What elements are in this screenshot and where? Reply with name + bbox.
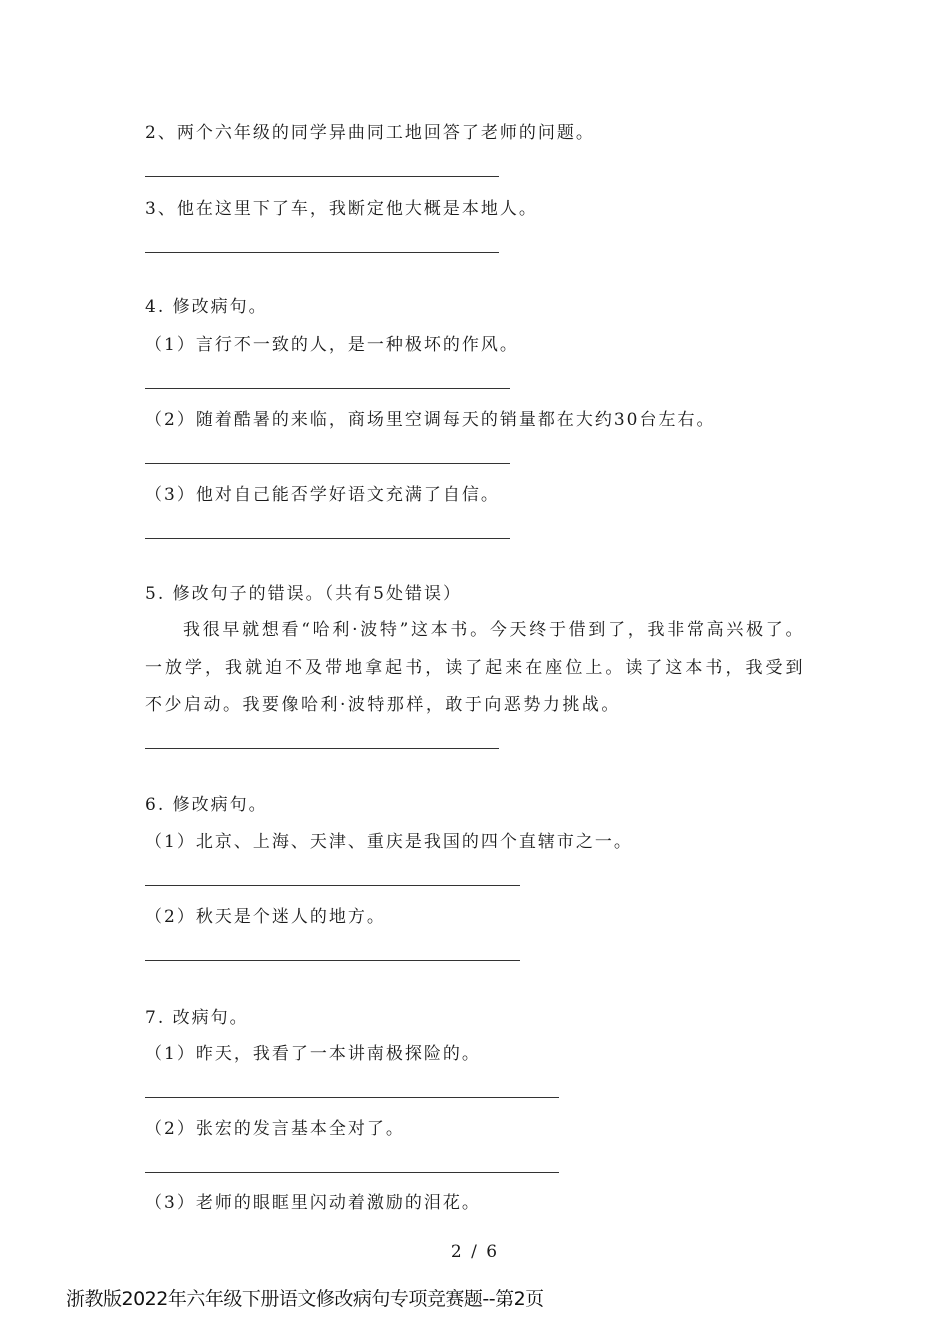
answer-line-q4-3 — [145, 538, 510, 539]
question-6-item-2: （2）秋天是个迷人的地方。 — [145, 907, 386, 927]
question-3-text: 3、他在这里下了车，我断定他大概是本地人。 — [145, 199, 538, 219]
footer-title: 浙教版2022年六年级下册语文修改病句专项竞赛题--第2页 — [66, 1288, 544, 1310]
question-5-paragraph: 我很早就想看“哈利·波特”这本书。今天终于借到了，我非常高兴极了。一放学，我就迫不及带地拿起书，读了起来在座位上。读了这本书，我受到不少启动。我要像哈利·波特那样，敢于向恶势力挑战。 — [145, 620, 805, 715]
answer-line-q6-1 — [145, 885, 520, 886]
question-7-item-1: （1）昨天，我看了一本讲南极探险的。 — [145, 1044, 481, 1064]
question-2-text: 2、两个六年级的同学异曲同工地回答了老师的问题。 — [145, 123, 595, 143]
question-4-item-3: （3）他对自己能否学好语文充满了自信。 — [145, 485, 500, 505]
question-4-item-2: （2）随着酷暑的来临，商场里空调每天的销量都在大约30台左右。 — [145, 410, 716, 430]
question-6-title: 6. 修改病句。 — [145, 795, 268, 815]
question-7-item-3: （3）老师的眼眶里闪动着激励的泪花。 — [145, 1193, 481, 1213]
answer-line-q5 — [145, 748, 499, 749]
question-6-item-1: （1）北京、上海、天津、重庆是我国的四个直辖市之一。 — [145, 832, 633, 852]
answer-line-q4-2 — [145, 463, 510, 464]
question-7-title: 7. 改病句。 — [145, 1008, 249, 1028]
answer-line-q4-1 — [145, 388, 510, 389]
question-4-title: 4. 修改病句。 — [145, 297, 268, 317]
answer-line-q7-2 — [145, 1172, 559, 1173]
answer-line-q6-2 — [145, 960, 520, 961]
question-5-title: 5. 修改句子的错误。（共有5处错误） — [145, 584, 462, 604]
answer-line-q7-1 — [145, 1097, 559, 1098]
answer-line-q2 — [145, 176, 499, 177]
page-number: 2 / 6 — [450, 1242, 500, 1262]
question-7-item-2: （2）张宏的发言基本全对了。 — [145, 1119, 405, 1139]
answer-line-q3 — [145, 252, 499, 253]
question-4-item-1: （1）言行不一致的人，是一种极坏的作风。 — [145, 335, 519, 355]
